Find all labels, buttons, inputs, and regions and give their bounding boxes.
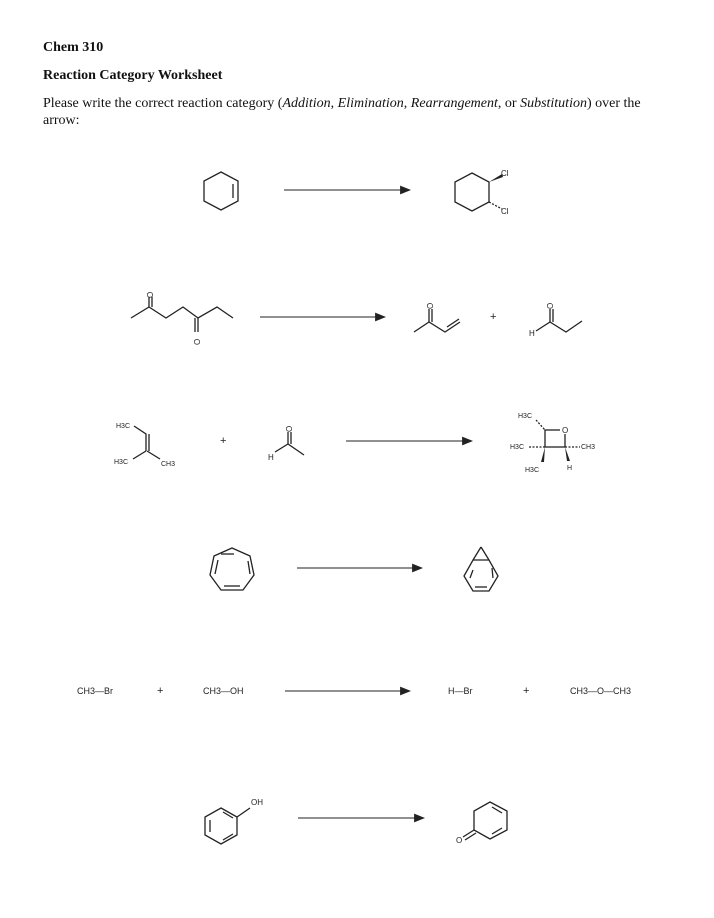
category-elimination: Elimination: [337, 96, 404, 111]
hydrogen-label: H: [268, 453, 274, 462]
cyclohexadienone-structure: [456, 802, 507, 845]
instr-sep: ,: [330, 96, 338, 111]
category-rearrangement: Rearrangement: [410, 96, 498, 111]
instr-before: Please write the correct reaction category (: [43, 96, 283, 111]
methyl-label: H3C: [114, 459, 129, 466]
hydrogen-label: H: [567, 465, 573, 472]
methyl-label: CH3: [581, 444, 596, 451]
reaction-2: [131, 292, 582, 345]
category-substitution: Substitution: [520, 96, 587, 111]
oxygen-label: O: [146, 291, 155, 298]
methyl-label: CH3: [161, 461, 176, 468]
oxygen-label: O: [285, 425, 294, 432]
instr-after: ) over the arrow:: [43, 96, 641, 128]
hydrogen-label: H: [529, 329, 535, 338]
propanal-structure: [529, 303, 582, 338]
reaction-1: [204, 169, 509, 216]
hydroxyl-label: OH: [251, 798, 263, 807]
category-addition: Addition: [282, 96, 331, 111]
methyl-label: H3C: [510, 444, 525, 451]
plus-sign: +: [220, 435, 227, 447]
chlorine-label: Cl: [501, 169, 509, 178]
phenol-structure: [205, 798, 263, 844]
instr-sep: , or: [497, 96, 521, 111]
norcaradiene-structure: [464, 547, 498, 591]
methanol-formula: CH3—OH: [203, 686, 244, 696]
hydrogen-bromide-formula: H—Br: [448, 686, 473, 696]
reaction-6: [205, 798, 507, 845]
methyl-label: H3C: [525, 467, 540, 474]
oxygen-label: O: [193, 338, 202, 345]
methyl-label: H3C: [116, 423, 131, 430]
instr-sep: ,: [403, 96, 411, 111]
chlorine-label: Cl: [501, 207, 509, 216]
oxygen-label: O: [426, 302, 435, 309]
dichlorocyclohexane-structure: [455, 169, 509, 216]
plus-sign: +: [523, 685, 530, 697]
course-title: Chem 310: [43, 40, 104, 55]
oxetane-structure: [510, 413, 595, 474]
plus-sign: +: [490, 311, 497, 323]
reaction-3: [114, 413, 595, 474]
diketone-structure: [131, 292, 233, 345]
methyl-bromide-formula: CH3—Br: [77, 686, 114, 696]
acetaldehyde-structure: [268, 426, 304, 462]
methyl-label: H3C: [518, 413, 533, 420]
enone-structure: [414, 303, 460, 332]
oxygen-label: O: [562, 426, 569, 435]
worksheet-title: Reaction Category Worksheet: [43, 68, 223, 83]
dimethyl-ether-formula: CH3—O—CH3: [570, 686, 632, 696]
cycloheptatriene-structure: [210, 548, 254, 590]
reaction-5: [77, 685, 631, 697]
oxygen-label: O: [546, 302, 555, 309]
methylbutene-structure: [114, 423, 175, 468]
cyclohexene-structure: [204, 172, 238, 210]
plus-sign: +: [157, 685, 164, 697]
reaction-4: [210, 547, 498, 591]
oxygen-label: O: [456, 836, 463, 845]
